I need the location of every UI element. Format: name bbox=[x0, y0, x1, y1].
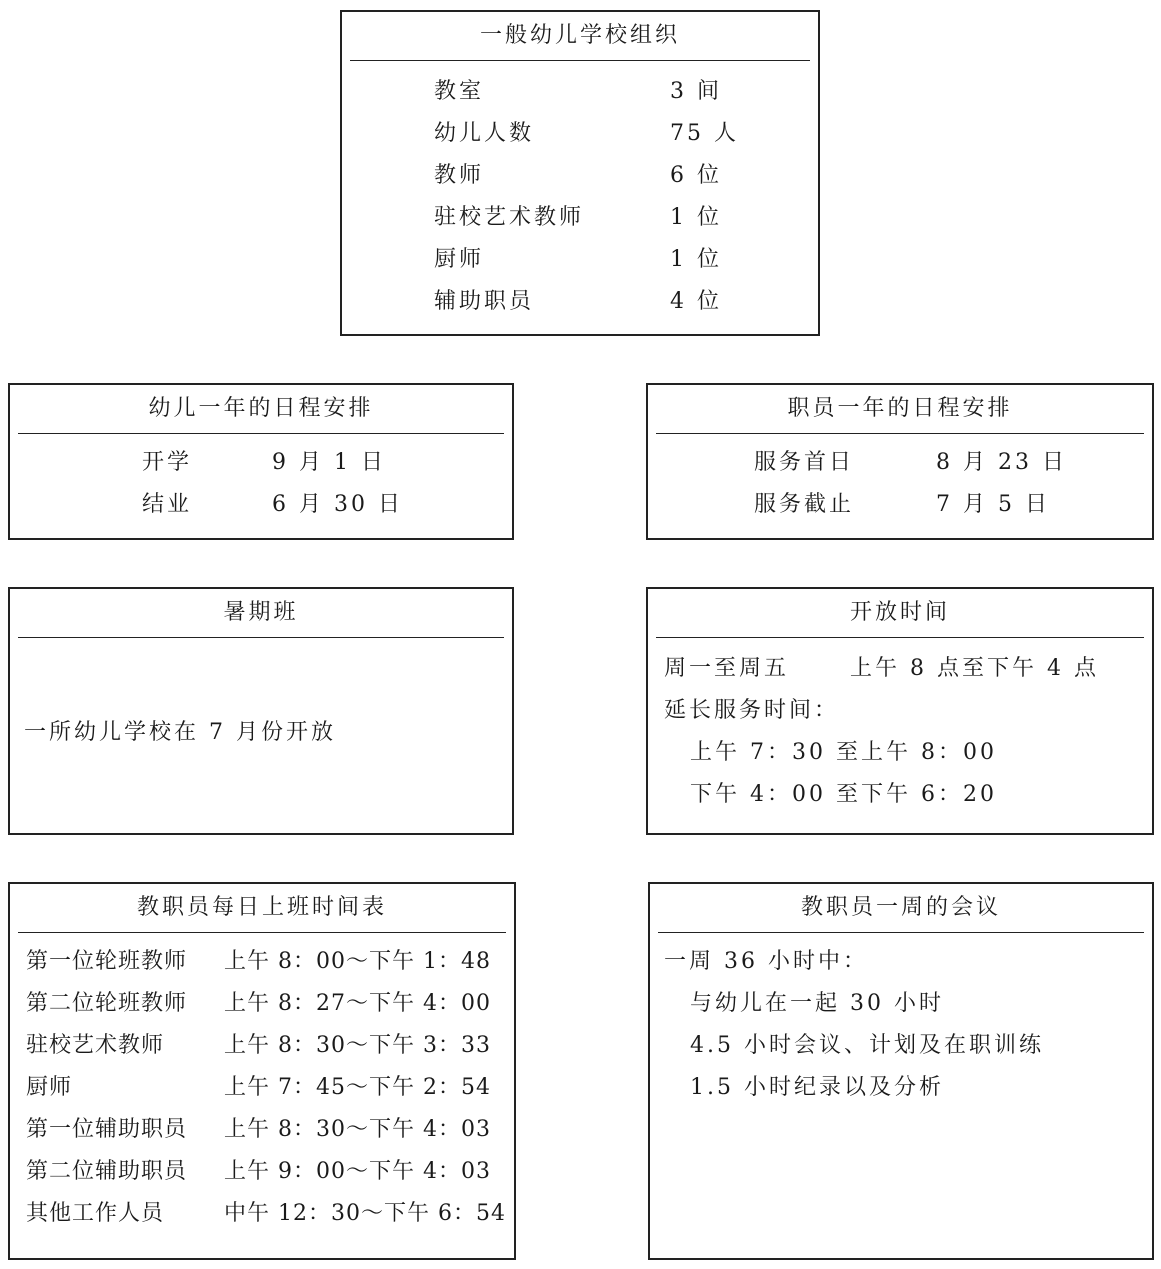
row-value: 7 月 5 日 bbox=[936, 492, 1050, 517]
row-value: 4 位 bbox=[670, 289, 722, 314]
school-org-box bbox=[340, 10, 820, 336]
extended-label: 延长服务时间： bbox=[664, 698, 840, 723]
staff-weekly-body bbox=[650, 933, 1152, 1109]
weekdays-row bbox=[664, 648, 1152, 690]
table-row bbox=[26, 983, 514, 1025]
row-label: 幼儿人数 bbox=[434, 121, 535, 146]
weekdays-label: 周一至周五 bbox=[664, 656, 790, 681]
staff-year-rows bbox=[648, 434, 1152, 526]
row-label: 驻校艺术教师 bbox=[434, 205, 585, 230]
row-label: 辅助职员 bbox=[434, 289, 535, 314]
summer-title: 暑期班 bbox=[223, 600, 299, 625]
school-org-title: 一般幼儿学校组织 bbox=[479, 23, 680, 48]
row-label: 开学 bbox=[142, 450, 193, 475]
summer-box bbox=[8, 587, 514, 835]
extended-time-1: 上午 7：30 至上午 8：00 bbox=[690, 740, 997, 765]
staff-daily-rows bbox=[10, 933, 514, 1235]
table-row bbox=[26, 1193, 514, 1235]
staff-year-title: 职员一年的日程安排 bbox=[787, 396, 1013, 421]
row-label: 第一位轮班教师 bbox=[26, 949, 188, 974]
child-year-box bbox=[8, 383, 514, 540]
row-value: 上午 8：00～下午 1：48 bbox=[224, 949, 491, 974]
row-value: 1 位 bbox=[670, 247, 722, 272]
summer-text: 一所幼儿学校在 7 月份开放 bbox=[24, 720, 336, 745]
list-item bbox=[434, 71, 818, 113]
child-year-rows bbox=[10, 434, 512, 526]
row-value: 上午 9：00～下午 4：03 bbox=[224, 1159, 491, 1184]
row-value: 75 人 bbox=[670, 121, 739, 146]
child-year-title: 幼儿一年的日程安排 bbox=[148, 396, 374, 421]
list-item: 1.5 小时纪录以及分析 bbox=[690, 1075, 944, 1100]
table-row bbox=[26, 1151, 514, 1193]
list-item bbox=[142, 484, 512, 526]
list-item bbox=[434, 239, 818, 281]
list-item bbox=[434, 155, 818, 197]
row-label: 服务截止 bbox=[754, 492, 855, 517]
row-value: 中午 12：30～下午 6：54 bbox=[224, 1201, 506, 1226]
row-value: 3 间 bbox=[670, 79, 722, 104]
list-item bbox=[754, 484, 1152, 526]
staff-daily-box bbox=[8, 882, 516, 1260]
row-label: 厨师 bbox=[26, 1075, 73, 1100]
table-row bbox=[26, 1025, 514, 1067]
staff-weekly-box bbox=[648, 882, 1154, 1260]
row-label: 其他工作人员 bbox=[26, 1201, 165, 1226]
staff-weekly-title: 教职员一周的会议 bbox=[800, 895, 1001, 920]
staff-daily-title: 教职员每日上班时间表 bbox=[136, 895, 387, 920]
row-value: 9 月 1 日 bbox=[272, 450, 386, 475]
row-value: 6 月 30 日 bbox=[272, 492, 403, 517]
row-value: 上午 7：45～下午 2：54 bbox=[224, 1075, 491, 1100]
list-item bbox=[434, 113, 818, 155]
table-row bbox=[26, 1067, 514, 1109]
row-label: 教室 bbox=[434, 79, 485, 104]
list-item: 4.5 小时会议、计划及在职训练 bbox=[690, 1033, 1044, 1058]
open-hours-box bbox=[646, 587, 1154, 835]
row-label: 结业 bbox=[142, 492, 193, 517]
row-label: 第一位辅助职员 bbox=[26, 1117, 188, 1142]
list-item bbox=[754, 442, 1152, 484]
row-label: 驻校艺术教师 bbox=[26, 1033, 165, 1058]
row-label: 厨师 bbox=[434, 247, 485, 272]
list-item bbox=[434, 281, 818, 323]
table-row bbox=[26, 941, 514, 983]
open-hours-title: 开放时间 bbox=[849, 600, 950, 625]
row-label: 教师 bbox=[434, 163, 485, 188]
row-value: 1 位 bbox=[670, 205, 722, 230]
staff-year-box bbox=[646, 383, 1154, 540]
list-item bbox=[434, 197, 818, 239]
weekdays-value: 上午 8 点至下午 4 点 bbox=[850, 656, 1099, 681]
row-label: 第二位轮班教师 bbox=[26, 991, 188, 1016]
weekly-intro: 一周 36 小时中： bbox=[664, 949, 868, 974]
list-item: 与幼儿在一起 30 小时 bbox=[690, 991, 944, 1016]
title-divider bbox=[18, 637, 504, 638]
row-value: 上午 8：30～下午 3：33 bbox=[224, 1033, 491, 1058]
school-org-rows bbox=[342, 61, 818, 323]
row-value: 上午 8：30～下午 4：03 bbox=[224, 1117, 491, 1142]
row-value: 8 月 23 日 bbox=[936, 450, 1067, 475]
row-label: 第二位辅助职员 bbox=[26, 1159, 188, 1184]
table-row bbox=[26, 1109, 514, 1151]
row-value: 6 位 bbox=[670, 163, 722, 188]
extended-time-2: 下午 4：00 至下午 6：20 bbox=[690, 782, 997, 807]
list-item bbox=[142, 442, 512, 484]
row-value: 上午 8：27～下午 4：00 bbox=[224, 991, 491, 1016]
row-label: 服务首日 bbox=[754, 450, 855, 475]
open-hours-body bbox=[648, 638, 1152, 816]
